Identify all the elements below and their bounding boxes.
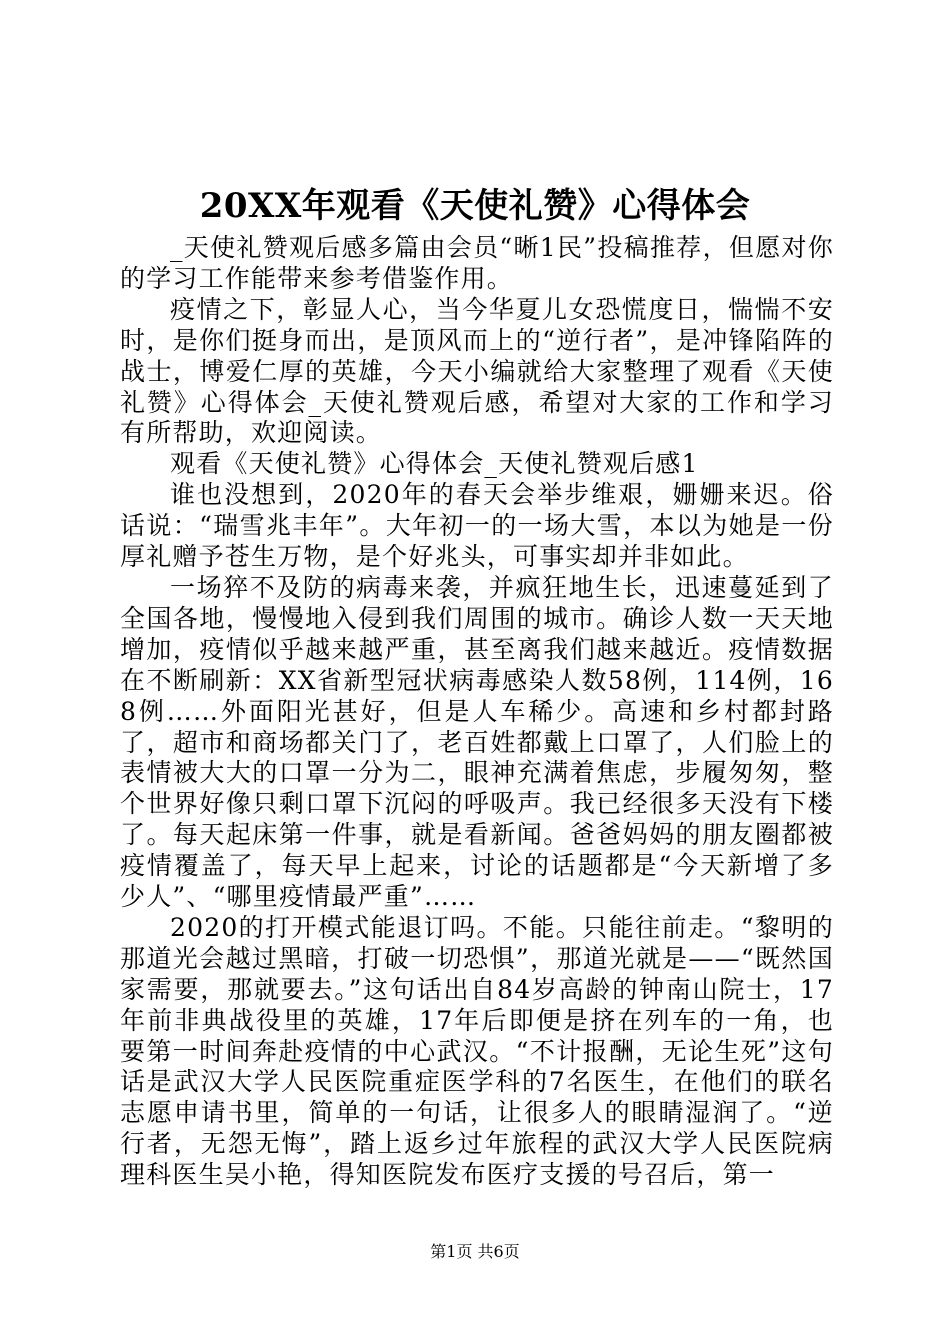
paragraph-intro: _天使礼赞观后感多篇由会员“晰1民”投稿推荐，但愿对你的学习工作能带来参考借鉴作用。 (120, 233, 834, 293)
page-number-footer: 第1页 共6页 (430, 1242, 520, 1261)
paragraph-heroes: 2020的打开模式能退订吗。不能。只能往前走。“黎明的那道光会越过黑暗，打破一切恐惧”，那道光就是——“既然国家需要，那就要去。”这句话出自84岁高龄的钟南山院士，17年前非典战役里的英雄，17年后即便是挤在列车的一角，也要第一时间奔赴疫情的中心武汉。“不计报酬，无论生死”这句话是武汉大学人民医院重症医学科的7名医生，在他们的联名志愿申请书里，简单的一句话，让很多人的眼睛湿润了。“逆行者，无怨无悔”，踏上返乡过年旅程的武汉大学人民医院病理科医生吴小艳，得知医院发布医疗支援的号召后，第一 (120, 912, 834, 1190)
paragraph-spring: 谁也没想到，2020年的春天会举步维艰，姗姗来迟。俗话说：“瑞雪兆丰年”。大年初一的一场大雪，本以为她是一份厚礼赠予苍生万物，是个好兆头，可事实却并非如此。 (120, 480, 834, 572)
paragraph-epidemic: 一场猝不及防的病毒来袭，并疯狂地生长，迅速蔓延到了全国各地，慢慢地入侵到我们周围的城市。确诊人数一天天地增加，疫情似乎越来越严重，甚至离我们越来越近。疫情数据在不断刷新：XX省新型冠状病毒感染人数58例，114例，168例……外面阳光甚好，但是人车稀少。高速和乡村都封路了，超市和商场都关门了，老百姓都戴上口罩了，人们脸上的表情被大大的口罩一分为二，眼神充满着焦虑，步履匆匆，整个世界好像只剩口罩下沉闷的呼吸声。我已经很多天没有下楼了。每天起床第一件事，就是看新闻。爸爸妈妈的朋友圈都被疫情覆盖了，每天早上起来，讨论的话题都是“今天新增了多少人”、“哪里疫情最严重”…… (120, 572, 834, 912)
document-body (120, 233, 834, 1191)
paragraph-preface: 疫情之下，彰显人心，当今华夏儿女恐慌度日，惴惴不安时，是你们挺身而出，是顶风而上的“逆行者”，是冲锋陷阵的战士，博爱仁厚的英雄，今天小编就给大家整理了观看《天使礼赞》心得体会_天使礼赞观后感，希望对大家的工作和学习有所帮助，欢迎阅读。 (120, 294, 834, 448)
document-title: 20XX年观看《天使礼赞》心得体会 (199, 186, 751, 226)
section-heading: 观看《天使礼赞》心得体会_天使礼赞观后感1 (170, 449, 699, 479)
